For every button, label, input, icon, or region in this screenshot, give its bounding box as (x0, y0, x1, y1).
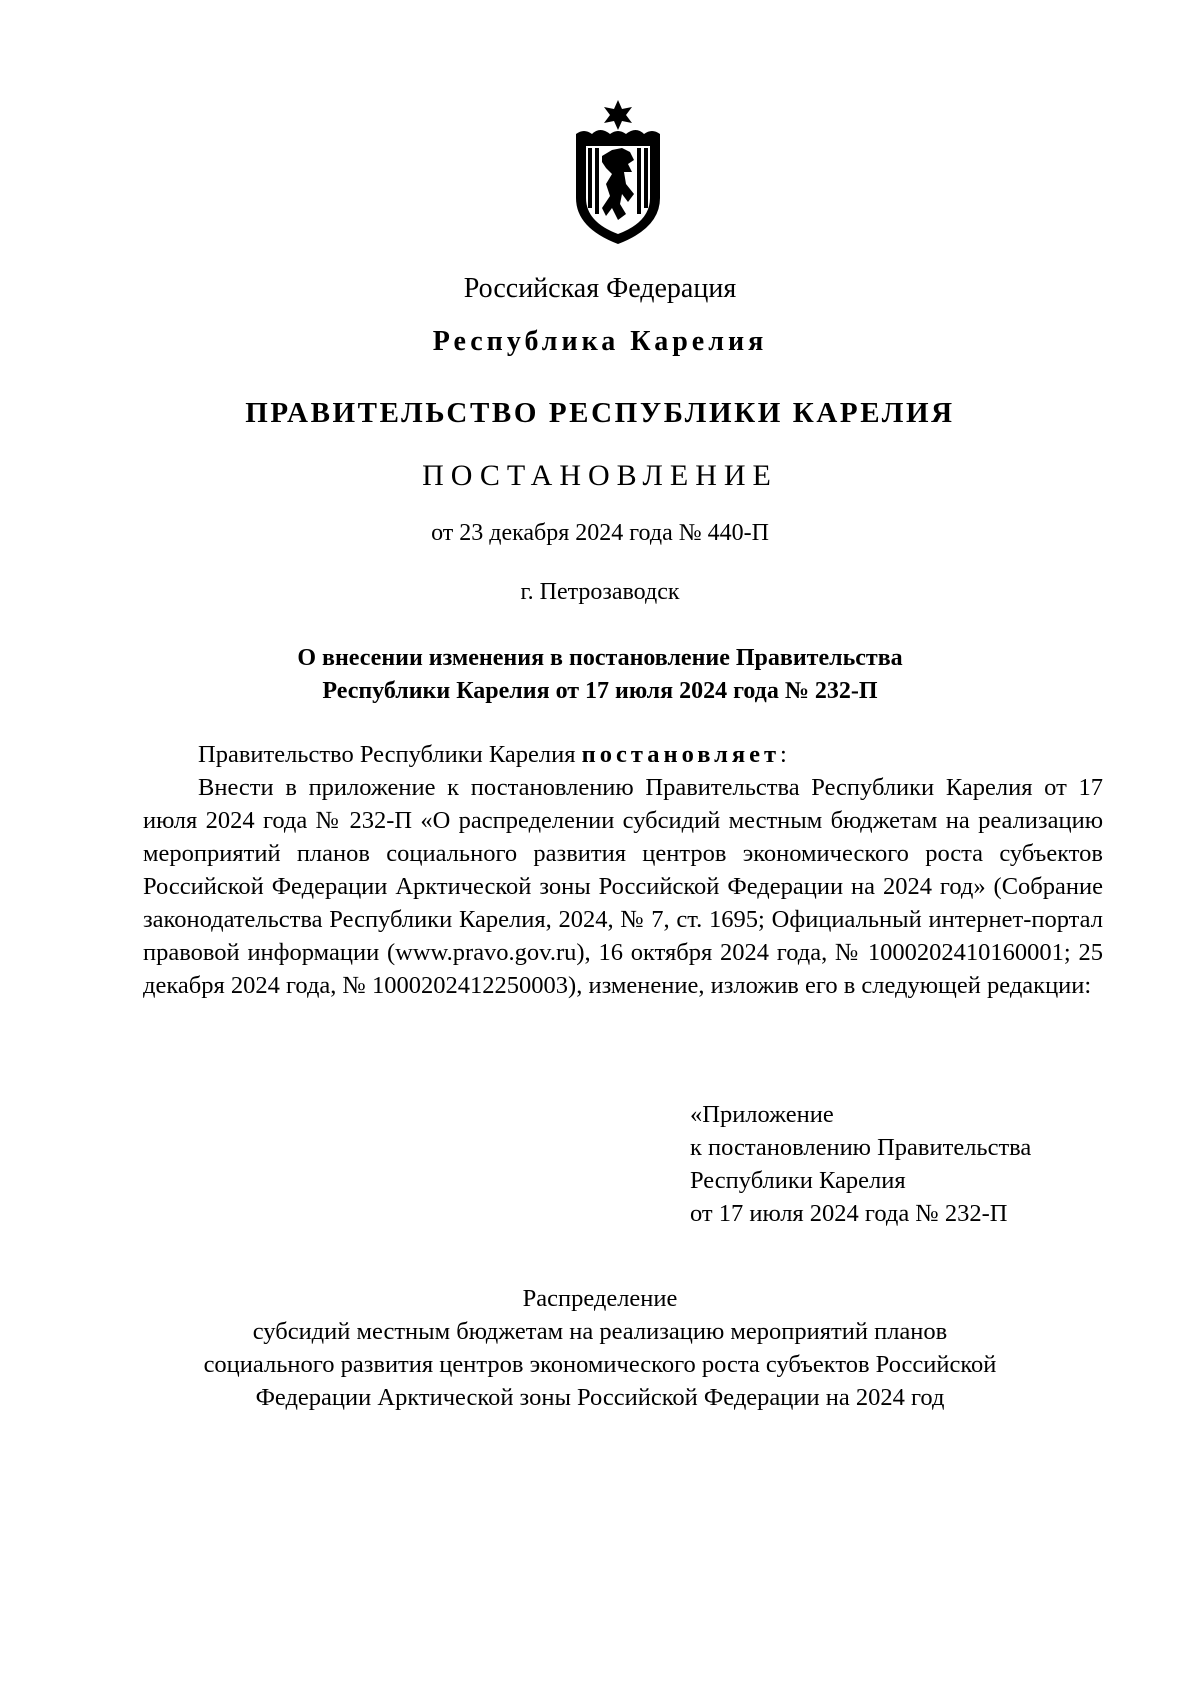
document-type: ПОСТАНОВЛЕНИЕ (422, 459, 778, 492)
decree-main-paragraph: Внести в приложение к постановлению Правительства Республики Карелия от 17 июля 2024 года № 232-П «О распределении субсидий местным бюджетам на реализацию мероприятий планов социального развития центров экономического роста субъектов Российской Федерации Арктической зоны Российской Федерации на 2024 год» (Собрание законодательства Республики Карелия, 2024, № 7, ст. 1695; Официальный интернет-портал правовой информации (www.pravo.gov.ru), 16 октября 2024 года, № 1000202410160001; 25 декабря 2024 года, № 1000202412250003), изменение, изложив его в следующей редакции: (143, 774, 1103, 999)
decree-verb: постановляет (581, 741, 781, 768)
country-name: Российская Федерация (463, 273, 737, 304)
distribution-title-block (0, 1282, 1200, 1414)
subject-line-2: Республики Карелия от 17 июля 2024 года № 232-П (322, 678, 878, 704)
decree-statement (143, 738, 1103, 771)
distribution-line-2: социального развития центров экономического роста субъектов Российской (203, 1351, 997, 1378)
distribution-title: Распределение (522, 1285, 678, 1312)
republic-name: Республика Карелия (432, 326, 768, 357)
decree-intro: Правительство Республики Карелия (198, 741, 582, 768)
annex-line-1: «Приложение (690, 1101, 834, 1128)
government-name: ПРАВИТЕЛЬСТВО РЕСПУБЛИКИ КАРЕЛИЯ (245, 397, 955, 429)
document-subject (0, 642, 1200, 708)
decree-colon: : (780, 741, 787, 768)
annex-line-2: к постановлению Правительства (690, 1134, 1032, 1161)
distribution-line-1: субсидий местным бюджетам на реализацию мероприятий планов (252, 1318, 948, 1345)
annex-heading (690, 1098, 1031, 1230)
karelia-coat-of-arms-icon (566, 98, 670, 246)
document-date-number: от 23 декабря 2024 года № 440-П (431, 520, 769, 546)
distribution-line-3: Федерации Арктической зоны Российской Федерации на 2024 год (255, 1384, 945, 1411)
subject-line-1: О внесении изменения в постановление Правительства (297, 645, 903, 671)
annex-line-3: Республики Карелия (690, 1167, 906, 1194)
document-city: г. Петрозаводск (520, 579, 680, 605)
annex-line-4: от 17 июля 2024 года № 232-П (690, 1200, 1008, 1227)
